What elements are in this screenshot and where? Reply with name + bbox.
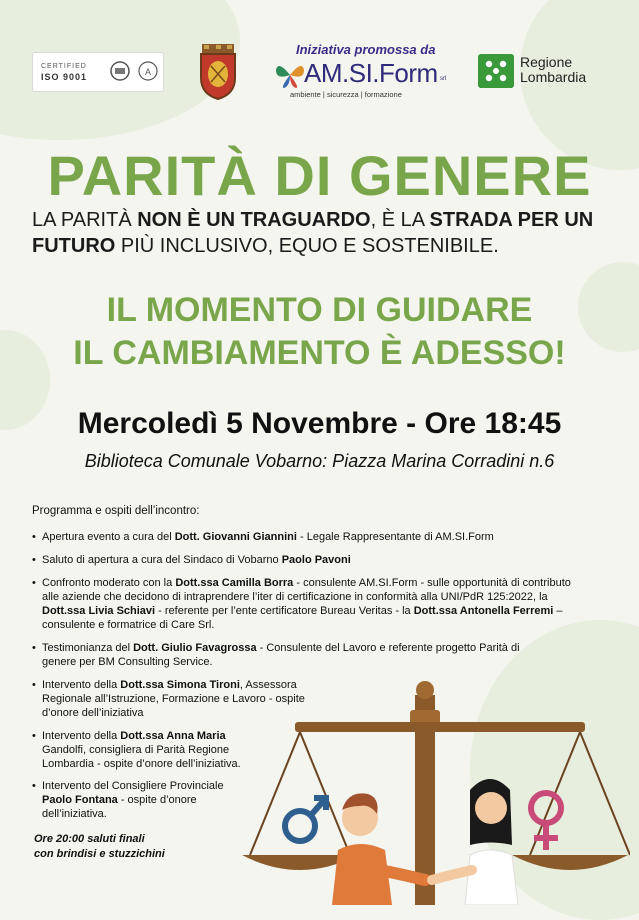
text: Intervento della	[42, 679, 121, 691]
text: - consulente AM.SI.Form - sulle opportunità di contributo alle aziende che decidono di intraprendere l’iter di certificazione in conformità alla UNI/PdR 125:2022, la	[42, 577, 571, 603]
speaker-name: Paolo Pavoni	[281, 554, 351, 566]
speaker-name: Dott.ssa Anna Maria	[120, 730, 226, 742]
iso-certified-label: CERTIFIED	[41, 63, 87, 70]
regione-lombardia-text	[520, 55, 586, 85]
text: Saluto di apertura a cura del Sindaco di Vobarno	[42, 554, 282, 566]
program-list-top	[32, 530, 532, 544]
subtitle-part: PIÙ INCLUSIVO, EQUO E SOSTENIBILE.	[115, 235, 499, 257]
program-list-2	[32, 553, 532, 567]
cta-line1: IL MOMENTO DI GUIDARE	[106, 291, 533, 329]
closing-line2: con brindisi e stuzzichini	[34, 848, 165, 860]
program-item	[32, 553, 532, 567]
woman-figure	[432, 779, 518, 905]
subtitle-part: LA PARITÀ	[32, 209, 138, 231]
regione-lombardia-logo	[478, 54, 514, 88]
text: - ospite d’onore dell’iniziativa.	[42, 794, 197, 820]
program-item	[32, 779, 252, 821]
header-logos	[0, 0, 639, 110]
text: - Legale Rappresentante di AM.SI.Form	[296, 531, 494, 543]
event-date: Mercoledì 5 Novembre - Ore 18:45	[77, 407, 562, 440]
program-list-6	[32, 729, 272, 771]
closing-line1: Ore 20:00 saluti finali	[34, 833, 145, 845]
text: Intervento della	[42, 730, 121, 742]
amsiform-butterfly-logo	[274, 60, 306, 90]
text: - referente per l’ente certificatore Bureau Veritas - la	[155, 605, 414, 617]
text: Gandolfi, consigliera di Parità Regione Lombardia - ospite d’onore dell’iniziativa.	[42, 744, 241, 770]
program-item	[32, 729, 272, 771]
text: Intervento del Consigliere Provinciale	[42, 780, 224, 792]
region-line2: Lombardia	[520, 69, 587, 85]
subtitle-bold: STRADA PER UN FUTURO	[32, 209, 594, 257]
iso-9001-label: ISO 9001	[41, 72, 88, 82]
promo-label: Iniziativa promossa da	[296, 42, 436, 57]
program-item	[32, 576, 582, 632]
program-item	[32, 530, 532, 544]
iso-certification-badge	[32, 52, 164, 92]
text: - Consulente del Lavoro e referente progetto Parità di genere per BM Consulting Service.	[42, 642, 520, 668]
speaker-name: Paolo Fontana	[42, 794, 118, 806]
text: , Assessora Regionale all’Istruzione, Formazione e Lavoro - ospite d’onore dell’iniziativa	[42, 679, 305, 719]
event-venue: Biblioteca Comunale Vobarno: Piazza Marina Corradini n.6	[84, 451, 555, 471]
text: – consulente e formatrice di Care Srl.	[42, 605, 563, 631]
speaker-name: Dott.ssa Livia Schiavi	[42, 605, 156, 617]
text: Confronto moderato con la	[42, 577, 176, 589]
program-list-3	[32, 576, 582, 632]
speaker-name: Dott. Giulio Favagrossa	[133, 642, 257, 654]
closing-note	[34, 832, 165, 862]
male-symbol-icon	[285, 798, 326, 841]
program-title: Programma e ospiti dell’incontro:	[32, 505, 200, 517]
balance-scale-illustration	[240, 670, 630, 905]
subtitle-part: , È LA	[370, 209, 430, 231]
speaker-name: Dott. Giovanni Giannini	[174, 531, 297, 543]
program-item	[32, 641, 552, 669]
text: Apertura evento a cura del	[42, 531, 175, 543]
man-figure	[332, 793, 425, 905]
cta-line2: IL CAMBIAMENTO È ADESSO!	[73, 334, 566, 372]
svg-text:A: A	[144, 67, 152, 77]
text: Testimonianza del	[42, 642, 134, 654]
speaker-name: Dott.ssa Simona Tironi	[120, 679, 240, 691]
amsiform-tagline: ambiente | sicurezza | formazione	[290, 90, 402, 99]
municipal-crest-icon	[196, 44, 240, 100]
program-list-4	[32, 641, 552, 669]
page-title: PARITÀ DI GENERE	[47, 144, 592, 207]
amsiform-srl: srl	[440, 76, 447, 82]
program-list-7	[32, 779, 252, 821]
subtitle-bold: NON È UN TRAGUARDO	[137, 209, 371, 231]
region-line1: Regione	[520, 54, 573, 70]
amsiform-logo	[274, 58, 454, 102]
bureau-veritas-icon	[109, 60, 131, 82]
speaker-name: Dott.ssa Camilla Borra	[175, 577, 294, 589]
amsiform-name: AM.SI.Form	[304, 58, 438, 88]
subtitle	[32, 207, 622, 259]
accredia-icon	[137, 60, 159, 82]
speaker-name: Dott.ssa Antonella Ferremi	[413, 605, 554, 617]
